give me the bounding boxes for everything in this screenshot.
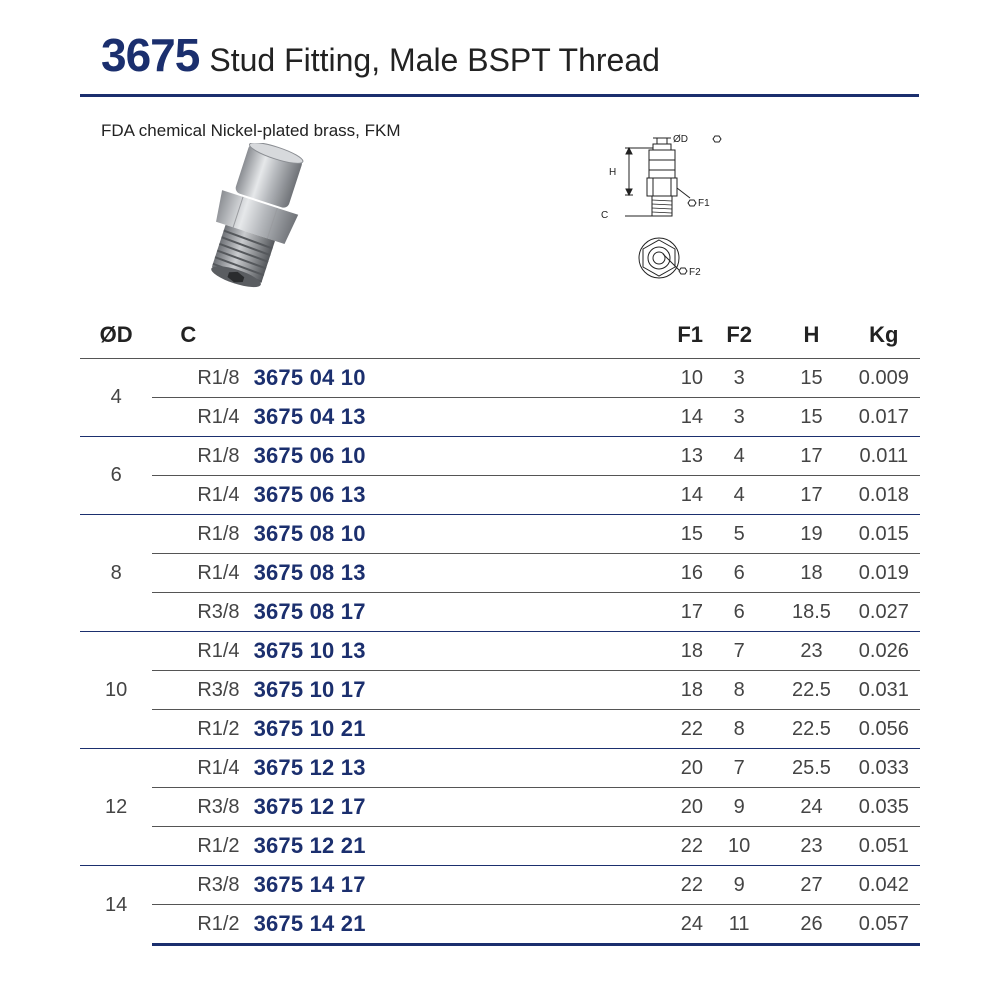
cell-thread: R3/8 bbox=[152, 866, 253, 905]
cell-f1: 22 bbox=[595, 827, 703, 866]
cell-thread: R1/8 bbox=[152, 515, 253, 554]
table-row bbox=[80, 515, 920, 554]
cell-f1: 18 bbox=[595, 671, 703, 710]
cell-part-number: 3675 12 21 bbox=[254, 827, 595, 866]
product-number: 3675 bbox=[101, 29, 200, 81]
cell-h: 17 bbox=[775, 476, 847, 515]
cell-part-number: 3675 08 17 bbox=[254, 593, 595, 632]
diagram-label-f2: F2 bbox=[689, 267, 701, 278]
table-body bbox=[80, 359, 920, 945]
cell-f2: 8 bbox=[703, 710, 775, 749]
cell-thread: R1/4 bbox=[152, 476, 253, 515]
diagram-label-od: ØD bbox=[673, 134, 688, 145]
cell-f1: 15 bbox=[595, 515, 703, 554]
cell-thread: R1/2 bbox=[152, 827, 253, 866]
cell-part-number: 3675 04 13 bbox=[254, 398, 595, 437]
header-f1: F1 bbox=[595, 312, 703, 359]
diagram-label-f1: F1 bbox=[698, 198, 710, 209]
diagram-label-c: C bbox=[601, 210, 609, 221]
cell-part-number: 3675 08 13 bbox=[254, 554, 595, 593]
table-header-row bbox=[80, 312, 920, 359]
cell-od: 14 bbox=[80, 866, 152, 945]
cell-part-number: 3675 12 17 bbox=[254, 788, 595, 827]
cell-h: 23 bbox=[775, 632, 847, 671]
cell-h: 15 bbox=[775, 359, 847, 398]
cell-kg: 0.015 bbox=[848, 515, 920, 554]
cell-od: 6 bbox=[80, 437, 152, 515]
cell-part-number: 3675 08 10 bbox=[254, 515, 595, 554]
cell-thread: R1/8 bbox=[152, 359, 253, 398]
cell-kg: 0.011 bbox=[848, 437, 920, 476]
cell-kg: 0.019 bbox=[848, 554, 920, 593]
table-row bbox=[80, 827, 920, 866]
cell-kg: 0.056 bbox=[848, 710, 920, 749]
cell-thread: R1/2 bbox=[152, 905, 253, 945]
cell-part-number: 3675 10 21 bbox=[254, 710, 595, 749]
cell-f1: 20 bbox=[595, 749, 703, 788]
table-row bbox=[80, 905, 920, 945]
header-h: H bbox=[775, 312, 847, 359]
cell-f1: 17 bbox=[595, 593, 703, 632]
cell-kg: 0.026 bbox=[848, 632, 920, 671]
cell-od: 4 bbox=[80, 359, 152, 437]
cell-kg: 0.017 bbox=[848, 398, 920, 437]
table-row bbox=[80, 359, 920, 398]
cell-f1: 14 bbox=[595, 398, 703, 437]
table-row bbox=[80, 632, 920, 671]
table-row bbox=[80, 593, 920, 632]
cell-od: 12 bbox=[80, 749, 152, 866]
table-row bbox=[80, 788, 920, 827]
cell-thread: R3/8 bbox=[152, 593, 253, 632]
cell-f1: 13 bbox=[595, 437, 703, 476]
table-row bbox=[80, 398, 920, 437]
cell-kg: 0.051 bbox=[848, 827, 920, 866]
cell-kg: 0.033 bbox=[848, 749, 920, 788]
cell-kg: 0.042 bbox=[848, 866, 920, 905]
table-row bbox=[80, 437, 920, 476]
material-description: FDA chemical Nickel-plated brass, FKM bbox=[101, 121, 401, 140]
cell-f2: 7 bbox=[703, 749, 775, 788]
cell-part-number: 3675 10 13 bbox=[254, 632, 595, 671]
cell-part-number: 3675 06 13 bbox=[254, 476, 595, 515]
cell-f2: 4 bbox=[703, 437, 775, 476]
cell-h: 18 bbox=[775, 554, 847, 593]
cell-f2: 3 bbox=[703, 359, 775, 398]
table-row bbox=[80, 671, 920, 710]
cell-h: 22.5 bbox=[775, 710, 847, 749]
cell-kg: 0.009 bbox=[848, 359, 920, 398]
cell-part-number: 3675 10 17 bbox=[254, 671, 595, 710]
cell-part-number: 3675 14 21 bbox=[254, 905, 595, 945]
cell-f1: 18 bbox=[595, 632, 703, 671]
table-row bbox=[80, 710, 920, 749]
cell-kg: 0.027 bbox=[848, 593, 920, 632]
cell-f1: 10 bbox=[595, 359, 703, 398]
cell-f1: 24 bbox=[595, 905, 703, 945]
cell-thread: R3/8 bbox=[152, 788, 253, 827]
cell-h: 15 bbox=[775, 398, 847, 437]
specification-table bbox=[80, 312, 920, 946]
cell-f2: 5 bbox=[703, 515, 775, 554]
cell-h: 17 bbox=[775, 437, 847, 476]
cell-thread: R1/2 bbox=[152, 710, 253, 749]
header-od: ØD bbox=[80, 312, 152, 359]
cell-f2: 8 bbox=[703, 671, 775, 710]
cell-thread: R3/8 bbox=[152, 671, 253, 710]
table-row bbox=[80, 749, 920, 788]
cell-thread: R1/4 bbox=[152, 749, 253, 788]
cell-h: 19 bbox=[775, 515, 847, 554]
table-row bbox=[80, 476, 920, 515]
table-row bbox=[80, 554, 920, 593]
cell-h: 23 bbox=[775, 827, 847, 866]
cell-kg: 0.018 bbox=[848, 476, 920, 515]
cell-f1: 16 bbox=[595, 554, 703, 593]
header-kg: Kg bbox=[848, 312, 920, 359]
header-divider bbox=[80, 94, 919, 97]
cell-kg: 0.031 bbox=[848, 671, 920, 710]
cell-f2: 6 bbox=[703, 593, 775, 632]
table-row bbox=[80, 866, 920, 905]
cell-od: 8 bbox=[80, 515, 152, 632]
cell-h: 18.5 bbox=[775, 593, 847, 632]
cell-kg: 0.057 bbox=[848, 905, 920, 945]
cell-thread: R1/8 bbox=[152, 437, 253, 476]
cell-f2: 11 bbox=[703, 905, 775, 945]
cell-h: 24 bbox=[775, 788, 847, 827]
cell-h: 22.5 bbox=[775, 671, 847, 710]
product-title: Stud Fitting, Male BSPT Thread bbox=[209, 42, 660, 78]
cell-f2: 4 bbox=[703, 476, 775, 515]
cell-thread: R1/4 bbox=[152, 554, 253, 593]
cell-f1: 22 bbox=[595, 710, 703, 749]
cell-part-number: 3675 04 10 bbox=[254, 359, 595, 398]
cell-thread: R1/4 bbox=[152, 398, 253, 437]
header-c: C bbox=[152, 312, 253, 359]
product-photo bbox=[185, 143, 320, 293]
cell-f2: 7 bbox=[703, 632, 775, 671]
cell-h: 26 bbox=[775, 905, 847, 945]
header-f2: F2 bbox=[703, 312, 775, 359]
cell-part-number: 3675 12 13 bbox=[254, 749, 595, 788]
cell-f2: 6 bbox=[703, 554, 775, 593]
header-code bbox=[254, 312, 595, 359]
cell-f1: 14 bbox=[595, 476, 703, 515]
cell-h: 25.5 bbox=[775, 749, 847, 788]
cell-f2: 9 bbox=[703, 866, 775, 905]
page-title bbox=[101, 28, 660, 82]
cell-h: 27 bbox=[775, 866, 847, 905]
cell-part-number: 3675 06 10 bbox=[254, 437, 595, 476]
cell-part-number: 3675 14 17 bbox=[254, 866, 595, 905]
dimension-diagram bbox=[595, 130, 735, 290]
cell-f2: 3 bbox=[703, 398, 775, 437]
cell-thread: R1/4 bbox=[152, 632, 253, 671]
cell-od: 10 bbox=[80, 632, 152, 749]
cell-kg: 0.035 bbox=[848, 788, 920, 827]
cell-f2: 10 bbox=[703, 827, 775, 866]
diagram-label-h: H bbox=[609, 167, 617, 178]
cell-f1: 22 bbox=[595, 866, 703, 905]
cell-f1: 20 bbox=[595, 788, 703, 827]
cell-f2: 9 bbox=[703, 788, 775, 827]
